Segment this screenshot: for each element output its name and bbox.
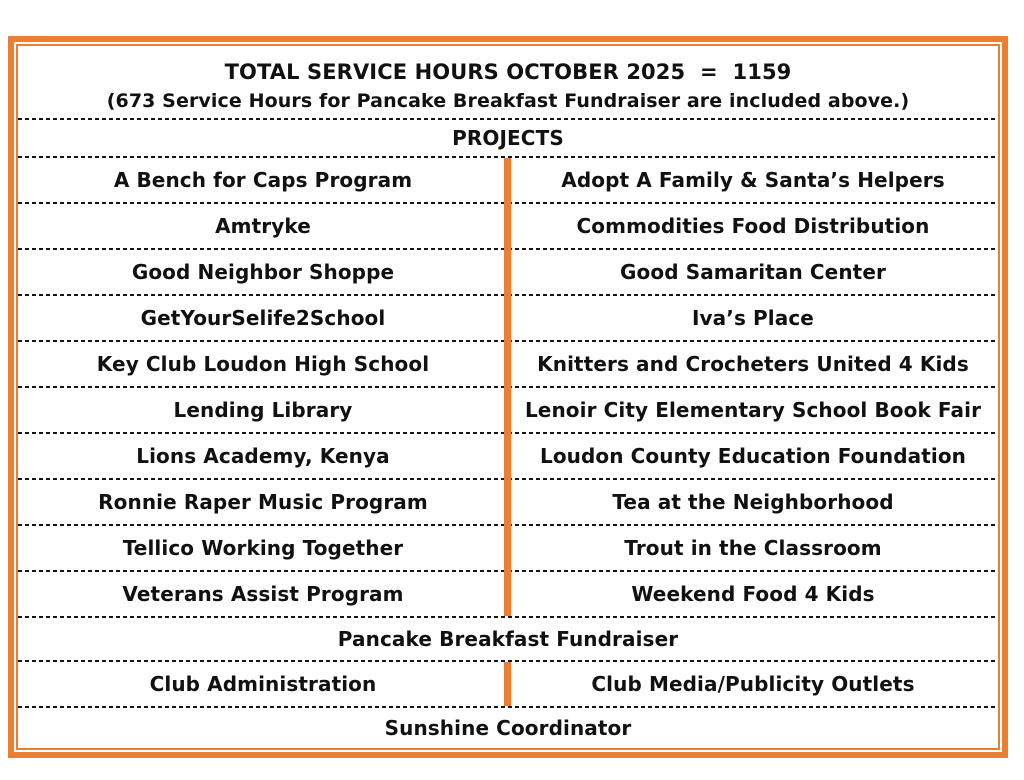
project-cell-right: Commodities Food Distribution xyxy=(576,214,930,238)
project-cell-right: Tea at the Neighborhood xyxy=(612,490,894,514)
projects-section-header: PROJECTS xyxy=(452,126,564,150)
project-cell-left: A Bench for Caps Program xyxy=(113,168,413,192)
project-cell-right: Club Media/Publicity Outlets xyxy=(591,672,915,696)
project-cell-left: Lions Academy, Kenya xyxy=(136,444,390,468)
pancake-fundraiser-row: Pancake Breakfast Fundraiser xyxy=(337,627,679,651)
project-cell-left: Tellico Working Together xyxy=(122,536,404,560)
sunshine-coordinator-row: Sunshine Coordinator xyxy=(384,716,632,740)
project-cell-right: Trout in the Classroom xyxy=(624,536,882,560)
project-cell-right: Good Samaritan Center xyxy=(620,260,886,284)
total-hours-title: TOTAL SERVICE HOURS OCTOBER 2025 = 1159 xyxy=(224,60,792,84)
project-cell-left: Good Neighbor Shoppe xyxy=(131,260,395,284)
table-inner-border xyxy=(16,44,1000,750)
project-cell-right: Loudon County Education Foundation xyxy=(539,444,967,468)
project-cell-right: Adopt A Family & Santa’s Helpers xyxy=(561,168,945,192)
center-column-divider xyxy=(504,158,511,616)
project-cell-left: Key Club Loudon High School xyxy=(96,352,430,376)
project-cell-right: Lenoir City Elementary School Book Fair xyxy=(524,398,982,422)
project-cell-right: Weekend Food 4 Kids xyxy=(631,582,875,606)
project-cell-right: Knitters and Crocheters United 4 Kids xyxy=(537,352,969,376)
project-cell-left: Veterans Assist Program xyxy=(122,582,404,606)
project-cell-left: Ronnie Raper Music Program xyxy=(98,490,428,514)
table-content xyxy=(18,46,998,748)
center-column-divider-club xyxy=(504,662,511,706)
project-cell-left: Lending Library xyxy=(173,398,353,422)
project-cell-left: GetYourSelife2School xyxy=(140,306,386,330)
project-cell-right: Iva’s Place xyxy=(692,306,814,330)
service-hours-table xyxy=(8,36,1008,758)
project-cell-left: Amtryke xyxy=(215,214,311,238)
project-cell-left: Club Administration xyxy=(149,672,377,696)
pancake-note: (673 Service Hours for Pancake Breakfast Fundraiser are included above.) xyxy=(106,90,910,112)
